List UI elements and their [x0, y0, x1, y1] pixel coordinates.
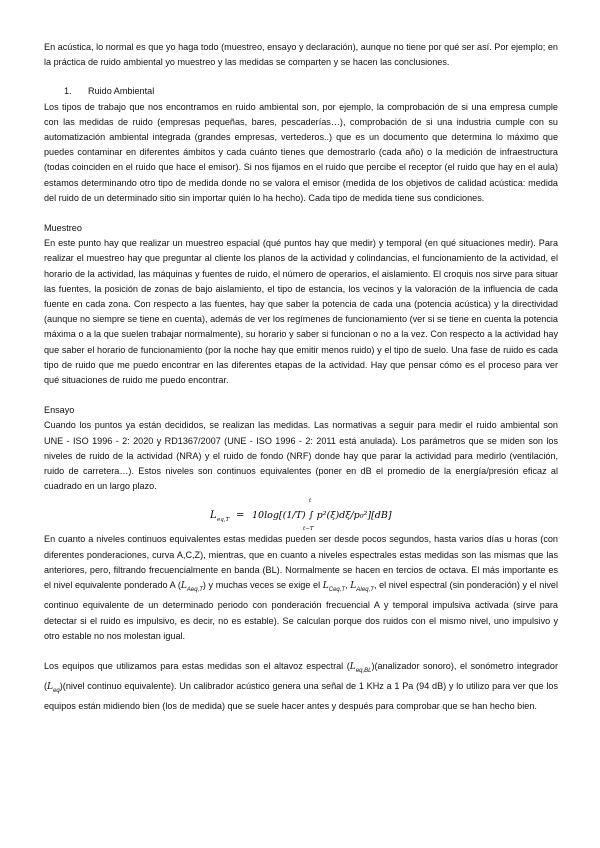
ensayo-paragraph-2: En cuanto a niveles continuos equivalentes estas medidas pueden ser desde pocos segundos, hasta varios días u horas (con diferentes ponderaciones, curva A,C,Z), mientras, que en cuanto a niveles espectrales estas medidas son las mismas que las anteriores, pero, filtrando frecuencialmente en banda (BL). Normalmente se hacen en tercios de octava. El más importante es el nivel equivalente ponderado A $(L_{Aeq,T})$ y muchas veces se exige el $L_{Ceq,T}$, $L_{AIeq,T}$, el nivel espectral (sin ponderación) y el nivel continuo equivalente de un determinado periodo con ponderación frecuencial A y temporal impulsiva activada (sirve para detectar si el ruido es impulsivo, es decir, no es estable). Se calculan porque dos ruidos con el mismo nivel, uno impulsivo y otro estable no nos molestan igual.: [44, 534, 558, 641]
symbol-leq: L: [47, 682, 54, 693]
muestreo-paragraph: En este punto hay que realizar un muestreo espacial (qué puntos hay que medir) y temporal (en qué situaciones medir). Para realizar el muestreo hay que preguntar al cliente los planos de la actividad y colindancias, el funcionamiento de la actividad, el horario de la actividad, las máquinas y fuentes de ruido, el número de operarios, el aislamiento. El croquis nos sirve para situar las fuentes, la posición de zonas de bajo aislamiento, el tipo de estancia, los vecinos y la valoración de la influencia de cada fuente en cada zona. Con respecto a las fuentes, hay que saber la potencia de cada una (potencia acústica) y la directividad (aunque no siempre se tiene en cuenta), además de ver los regímenes de funcionamiento (ver si se tiene en cuenta la potencia máxima o a la que suelen trabajar normalmente), su horario y saber si funcionan o no a la vez. Con respecto a la actividad hay que saber el horario de funcionamiento (por la noche hay que emitir menos ruido) y el tipo de suelo. Una fase de ruido es cada tipo de ruido que me puedo encontrar en las diferentes etapas de la actividad. Hay que pensar cómo es el proceso para ver qué situaciones de ruido me puedo encontrar.: [44, 238, 558, 386]
formula-int-lower: t−T: [303, 526, 314, 533]
ensayo-p3-text-b: )(analizador sonoro), el sonómetro integrador (: [44, 660, 558, 692]
section-number: 1.: [64, 86, 72, 97]
ensayo-p2-text-a: En cuanto a niveles continuos equivalentes estas medidas pueden ser desde pocos segundos, hasta varios días u horas (con diferentes ponderaciones, curva A,C,Z), mientras, que en cuanto a niveles espectrales estas medidas son las mismas que las anteriores, pero, filtrando frecuencialmente en banda (BL). Normalmente se hacen en tercios de octava. El más importante es el nivel equivalente ponderado A (: [44, 534, 558, 591]
symbol-laieqt: L: [350, 581, 357, 592]
symbol-lceqt: L: [322, 581, 329, 592]
intro-paragraph: En acústica, lo normal es que yo haga todo (muestreo, ensayo y declaración), aunque no tiene por qué ser así. Por ejemplo; en la práctica de ruido ambiental yo muestreo y las medidas se comparten y se hacen las conclusiones.: [44, 42, 558, 68]
symbol-leqbl: L: [349, 661, 356, 672]
ensayo-paragraph-1: Cuando los puntos ya están decididos, se realizan las medidas. Las normativas a seguir para medir el ruido ambiental son UNE - ISO 1996 - 2: 2020 y RD1367/2007 (UNE - ISO 1996 - 2: 2011 está anulada). Los parámetros que se miden son los niveles de ruido de la actividad (NRA) y el ruido de fondo (NRF) donde hay que parar la actividad para medirlo (ventilación, ruido de carretera…). Estos niveles son continuos equivalentes (poner en dB el promedio de la energía/presión eficaz al cuadrado en un largo plazo.: [44, 420, 558, 492]
section-heading-ruido-ambiental: [44, 84, 558, 99]
leq-formula-svg: [206, 494, 396, 532]
formula-equals: =: [236, 510, 245, 522]
symbol-leqbl-sub: eq,BL: [355, 667, 372, 674]
symbol-lceqt-sub: Ceq,T: [328, 587, 346, 594]
ensayo-p2-text-b: ) y muchas veces se exige el: [202, 580, 323, 591]
muestreo-heading: Muestreo: [44, 223, 82, 234]
ensayo-p2-text-c: , el nivel espectral (sin ponderación) y el nivel continuo equivalente de un determinado periodo con ponderación frecuencial A y temporal impulsiva activada (sirve para detectar si el ruido es impulsivo, es decir, no es estable). Se calculan porque dos ruidos con el mismo nivel, uno impulsivo y otro estable no nos molestan igual.: [44, 580, 558, 641]
formula-lhs: L: [210, 510, 217, 522]
formula-int-upper: t: [309, 498, 312, 505]
ensayo-p3-text-c: )(nivel continuo equivalente). Un calibrador acústico genera una señal de 1 KHz a 1 Pa (94 dB) y lo utilizo para ver que los equipos están midiendo bien (los de medida) que se suele hacer antes y después para comprobar que se han hecho bien.: [44, 681, 558, 712]
formula-lhs-sub: eq,T: [217, 517, 230, 524]
symbol-laeqt-sub: Aeq,T: [186, 587, 203, 594]
ensayo-paragraph-3: [44, 659, 558, 715]
ensayo-p3-text-a: Los equipos que utilizamos para estas medidas son el altavoz espectral (: [44, 660, 350, 671]
symbol-laieqt-sub: AIeq,T: [356, 587, 374, 594]
ensayo-heading: Ensayo: [44, 405, 75, 416]
leq-formula: [44, 494, 558, 532]
document-page: [44, 40, 558, 715]
ruido-ambiental-paragraph: Los tipos de trabajo que nos encontramos en ruido ambiental son, por ejemplo, la comprobación de si una empresa cumple con las medidas de ruido (empresas pequeñas, bares, pescaderías…), comprobación de si una industria cumple con su automatización ambiental integrada (grandes empresas, vertederos..) que es un documento que determina lo máximo que puedes contaminar en diferentes ámbitos y cada cuánto tienes que demostrarlo (cada año) o la medición de infraestructura (todas coinciden en el ruido que hace el emisor). Si nos fijamos en el ruido que percibe el receptor (el ruido que hay en el aula) estamos determinando otro tipo de medida donde no se valora el emisor (medida de los objetivos de calidad acústica: medida del ruido de un determinado sitio sin importar quién lo ha hecho). Cada tipo de medida tiene sus condiciones.: [44, 101, 558, 203]
formula-rhs: 10log[(1/T) ∫ p²(ξ)dξ/p₀²][dB]: [252, 510, 392, 522]
symbol-laeqt: L: [180, 581, 187, 592]
section-title: Ruido Ambiental: [88, 86, 155, 97]
symbol-leq-sub: eq: [53, 688, 60, 695]
